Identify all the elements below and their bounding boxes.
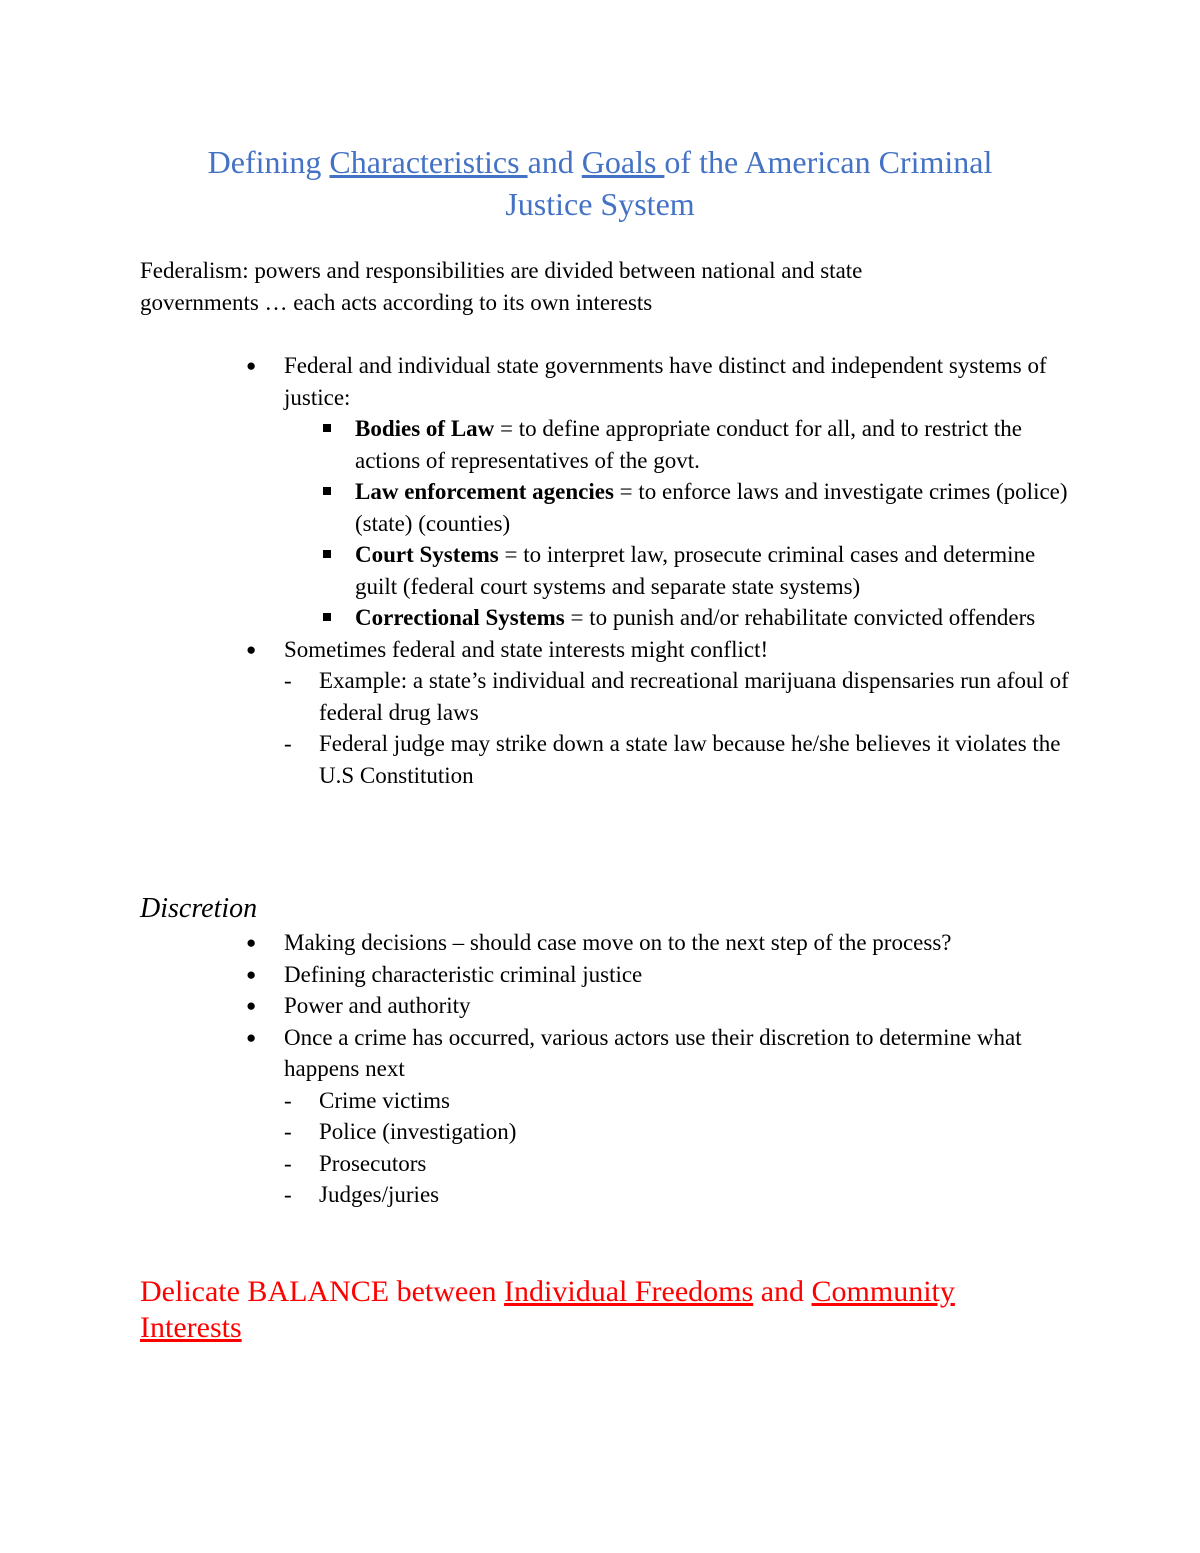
bullet-icon: ● — [246, 996, 257, 1015]
discretion-list — [246, 927, 1074, 1211]
sub-item-term: Court Systems — [355, 542, 499, 567]
square-bullet-icon — [323, 550, 331, 558]
balance-part-3: and — [753, 1275, 812, 1308]
bullet-icon: ● — [246, 1027, 257, 1047]
dash-item-text: Judges/juries — [319, 1182, 440, 1207]
sub-item-definition: = to interpret law, prosecute criminal cases and determine guilt (federal court systems and separate state systems) — [355, 542, 1036, 599]
square-bullet-icon — [323, 487, 331, 495]
list-item — [246, 927, 1074, 959]
square-bullet-icon — [323, 613, 331, 621]
sub-list-item — [355, 602, 1074, 634]
dash-list-item — [284, 1085, 1074, 1117]
dash-item-text: Prosecutors — [319, 1150, 427, 1176]
sub-list-item — [355, 476, 1074, 539]
sub-item-term: Bodies of Law — [355, 416, 495, 441]
list-item-text: Once a crime has occurred, various actors use their discretion to determine what happens next — [284, 1024, 1022, 1081]
sub-item-definition: = to define appropriate conduct for all, and to restrict the actions of representatives of the govt. — [355, 416, 1023, 473]
title-line-2: Justice System — [505, 186, 695, 222]
square-bullet-icon — [323, 424, 331, 432]
title-part-1: Defining — [207, 144, 330, 180]
list-item-text: Sometimes federal and state interests might conflict! — [284, 636, 769, 662]
balance-community: Community — [811, 1275, 955, 1308]
dash-item-text: Example: a state’s individual and recreational marijuana dispensaries run afoul of federal drug laws — [319, 668, 1069, 725]
dash-list-item — [284, 1179, 1074, 1211]
dash-item-text: Crime victims — [319, 1087, 450, 1113]
federalism-list — [246, 350, 1074, 791]
federalism-intro — [140, 255, 1040, 318]
document-title — [140, 141, 1060, 225]
dash-list-item — [284, 665, 1074, 728]
dash-icon: - — [284, 1182, 292, 1207]
dash-icon: - — [284, 731, 292, 756]
dash-icon: - — [284, 668, 292, 693]
title-part-goals: Goals — [581, 144, 665, 180]
balance-individual-freedoms: Individual Freedoms — [504, 1275, 754, 1308]
dash-icon: - — [284, 1087, 292, 1113]
dash-icon: - — [284, 1119, 292, 1144]
list-item-text: Making decisions – should case move on to the next step of the process? — [284, 930, 952, 955]
sub-list-item — [355, 413, 1074, 476]
list-item-text: Defining characteristic criminal justice — [284, 961, 643, 987]
title-part-3: and — [527, 144, 582, 180]
list-item-text: Federal and individual state governments have distinct and independent systems of justice: — [284, 353, 1047, 410]
dash-icon: - — [284, 1150, 292, 1176]
sub-item-term: Law enforcement agencies — [355, 479, 614, 504]
federalism-intro-line-1: Federalism: powers and responsibilities are divided between national and state — [140, 258, 863, 283]
bullet-icon: ● — [246, 356, 257, 375]
list-item — [246, 634, 1074, 792]
bullet-icon: ● — [246, 639, 257, 659]
list-item — [246, 990, 1074, 1022]
dash-list-item — [284, 1116, 1074, 1148]
dash-item-text: Police (investigation) — [319, 1119, 517, 1144]
sub-item-definition: = to enforce laws and investigate crimes (police) (state) (counties) — [355, 479, 1068, 536]
list-item — [246, 959, 1074, 991]
federalism-intro-line-2: governments … each acts according to its own interests — [140, 289, 653, 315]
title-part-characteristics: Characteristics — [329, 144, 528, 180]
list-item — [246, 350, 1074, 634]
dash-item-text: Federal judge may strike down a state law because he/she believes it violates the U.S Constitution — [319, 731, 1061, 788]
list-item-text: Power and authority — [284, 993, 471, 1018]
balance-interests: Interests — [140, 1311, 242, 1344]
sub-item-term: Correctional Systems — [355, 605, 565, 630]
title-part-5: of the American Criminal — [664, 144, 993, 180]
bullet-icon: ● — [246, 933, 257, 952]
dash-list-item — [284, 728, 1074, 791]
balance-part-1: Delicate BALANCE between — [140, 1275, 505, 1308]
discretion-heading: Discretion — [140, 893, 258, 924]
bullet-icon: ● — [246, 964, 257, 984]
sub-list-item — [355, 539, 1074, 602]
dash-list-item — [284, 1148, 1074, 1180]
list-item — [246, 1022, 1074, 1211]
balance-statement — [140, 1274, 1040, 1346]
sub-item-definition: = to punish and/or rehabilitate convicted offenders — [564, 605, 1036, 630]
